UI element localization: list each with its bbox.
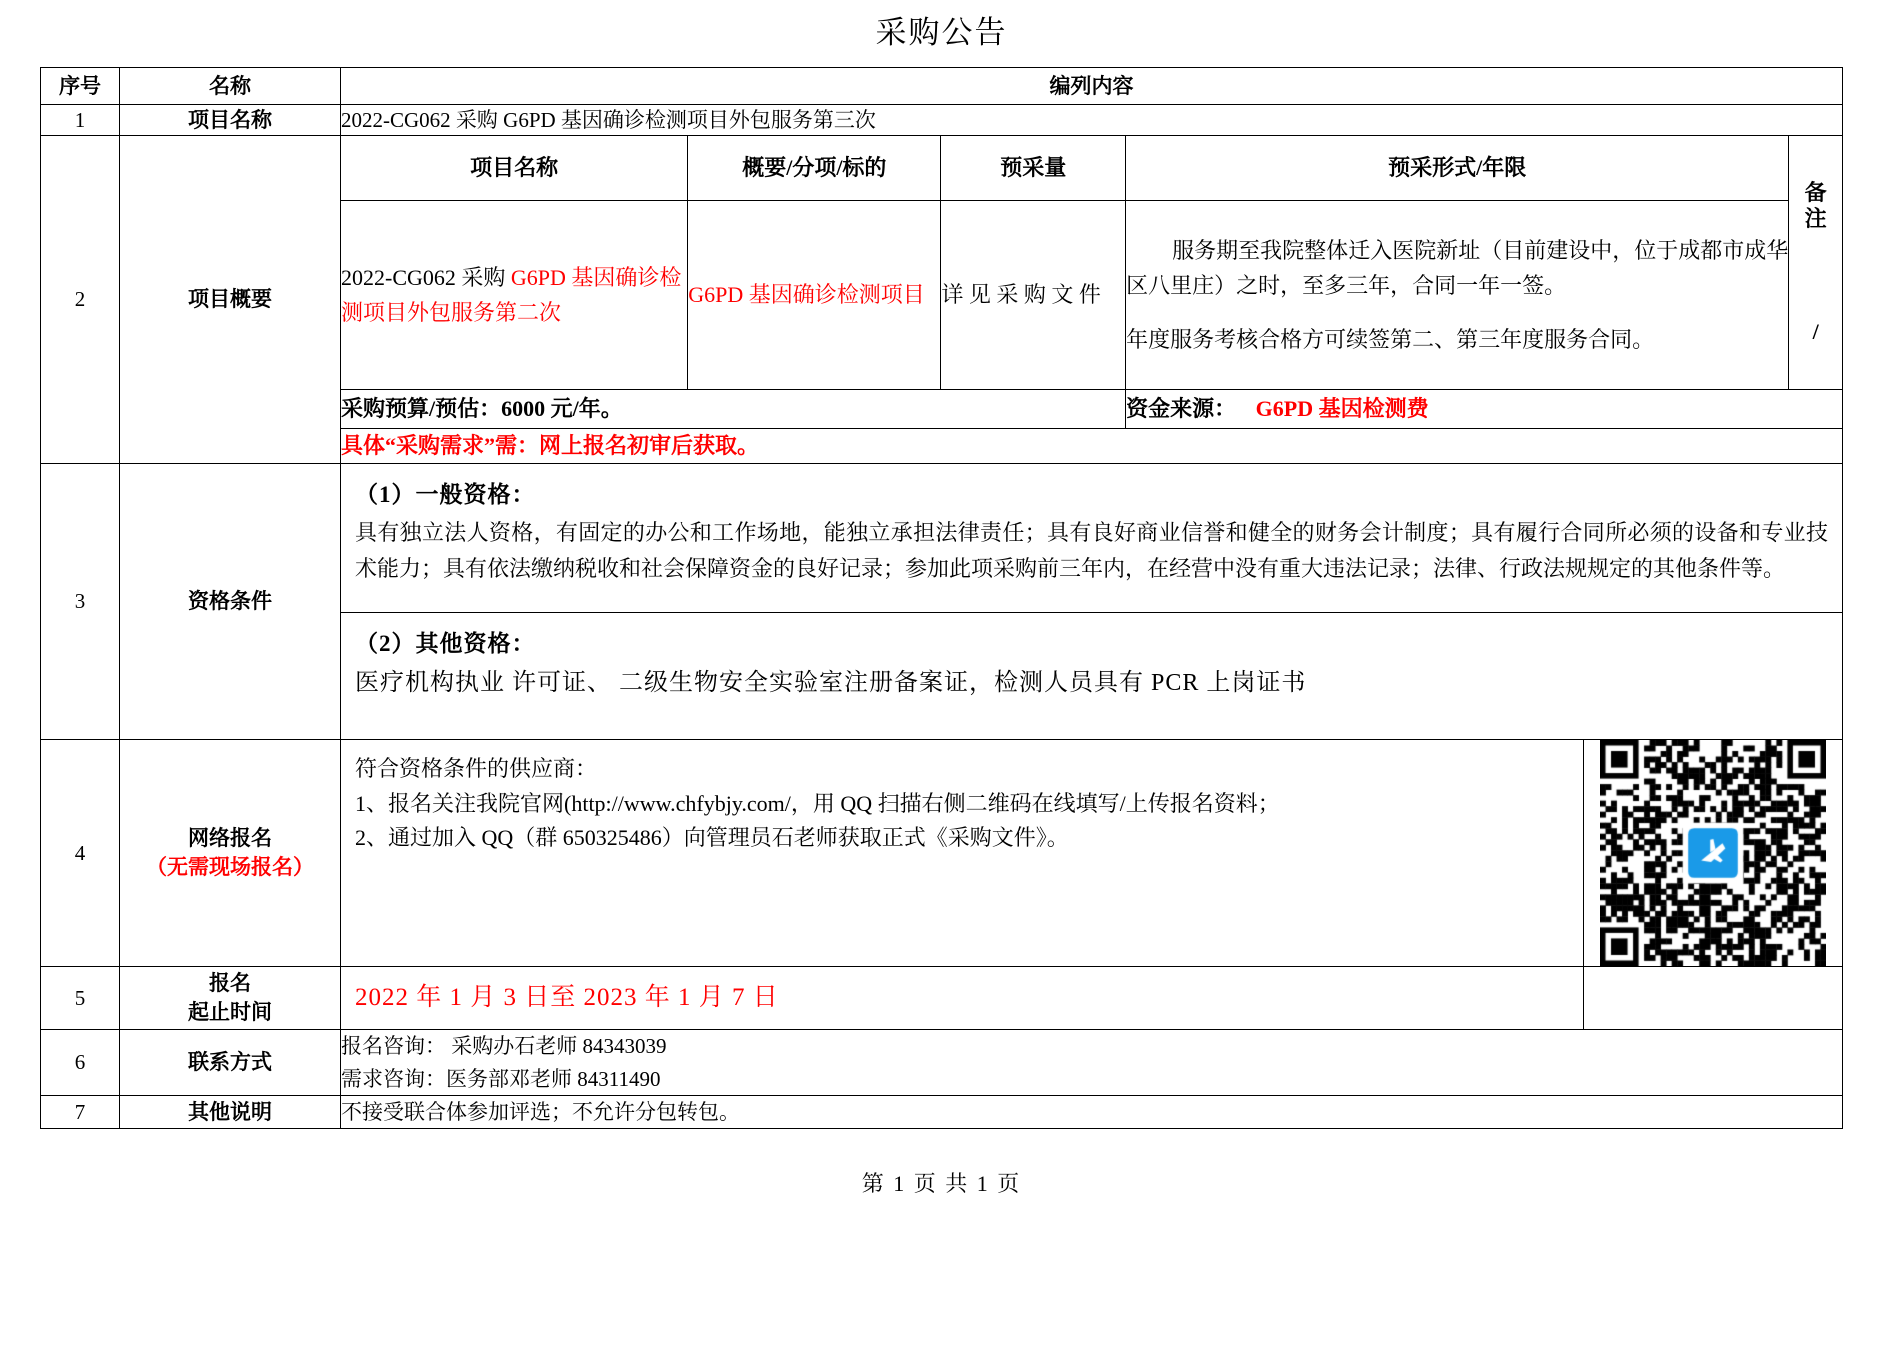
signup-item-2: 2、通过加入 QQ（群 650325486）向管理员石老师获取正式《采购文件》。 <box>355 824 1069 850</box>
summary-data-row <box>341 201 1842 390</box>
summary-form-term <box>1126 201 1789 390</box>
summary-subtable <box>341 136 1842 463</box>
column-header-name: 名称 <box>120 68 341 105</box>
summary-project-name-prefix: 2022-CG062 采购 <box>341 264 511 290</box>
contact-line-1: 报名咨询： 采购办石老师 84343039 <box>341 1034 667 1059</box>
page-footer: 第 1 页 共 1 页 <box>861 1171 1022 1197</box>
row-label-online-signup-line1: 网络报名 <box>188 826 272 851</box>
table-row <box>41 1096 1843 1129</box>
summary-form-term-p2: 年度服务考核合格方可续签第二、第三年度服务合同。 <box>1126 327 1655 352</box>
row-label-other-notes: 其他说明 <box>120 1096 341 1129</box>
row-label-contact: 联系方式 <box>120 1030 341 1096</box>
row-label-signup-dates <box>120 967 341 1030</box>
summary-quantity: 详 见 采 购 文 件 <box>941 201 1126 390</box>
signup-intro: 符合资格条件的供应商： <box>355 756 598 782</box>
summary-project-name-highlight: G6PD 基因确诊检测项目外包服务第二次 <box>341 264 682 326</box>
qualification-general-body: 具有独立法人资格，有固定的办公和工作场地，能独立承担法律责任；具有良好商业信誉和健全的财务会计制度；具有履行合同所必须的设备和专业技术能力；具有依法缴纳税收和社会保障资金的良好记录；参加此项采购前三年内，在经营中没有重大违法记录；法律、行政法规规定的其他条件等。 <box>355 520 1828 582</box>
row-label-qualification: 资格条件 <box>120 464 341 740</box>
purchase-need-note: 具体“采购需求”需：网上报名初审后获取。 <box>341 429 1842 464</box>
contact-cell <box>341 1030 1843 1096</box>
qualification-other-row <box>341 613 1842 740</box>
subheader-form-term: 预采形式/年限 <box>1126 136 1789 201</box>
summary-subheader-row <box>341 136 1842 201</box>
subheader-remark <box>1789 136 1842 390</box>
contact-line-2: 需求咨询：医务部邓老师 84311490 <box>341 1066 661 1091</box>
table-header-row <box>41 68 1843 105</box>
signup-dates-cell <box>341 967 1843 1030</box>
row-index-2: 2 <box>41 136 120 464</box>
qr-code-image <box>1600 740 1826 966</box>
signup-item-1: 1、报名关注我院官网(http://www.chfybjy.com/，用 QQ 扫描右侧二维码在线填写/上传报名资料； <box>355 790 1280 816</box>
row-label-project-name: 项目名称 <box>120 105 341 136</box>
dates-wrap <box>341 967 1842 1029</box>
signup-wrap <box>341 740 1842 966</box>
qualification-subtable <box>341 464 1842 739</box>
row-label-online-signup-line2: （无需现场报名） <box>146 855 314 880</box>
table-row <box>41 464 1843 740</box>
column-header-content: 编列内容 <box>341 68 1843 105</box>
signup-instructions <box>341 740 1583 966</box>
row-label-online-signup <box>120 740 341 967</box>
procurement-announcement-table <box>40 67 1843 1129</box>
remark-value: / <box>1812 318 1819 344</box>
row-index-7: 7 <box>41 1096 120 1129</box>
qualification-general-row <box>341 464 1842 613</box>
subheader-quantity: 预采量 <box>941 136 1126 201</box>
signup-date-range: 2022 年 1 月 3 日至 2023 年 1 月 7 日 <box>355 984 779 1012</box>
budget-value: 采购预算/预估：6000 元/年。 <box>341 390 1126 429</box>
qualification-general-title: （1）一般资格： <box>355 482 536 508</box>
row-index-4: 4 <box>41 740 120 967</box>
row-index-5: 5 <box>41 967 120 1030</box>
qualification-other <box>341 613 1842 740</box>
summary-scope: G6PD 基因确诊检测项目 <box>688 201 941 390</box>
subheader-remark-line2: 注 <box>1804 206 1827 232</box>
project-summary-cell <box>341 136 1843 464</box>
fund-source-value: G6PD 基因检测费 <box>1255 396 1429 422</box>
row-label-signup-dates-line1: 报名 <box>209 971 251 996</box>
qualification-cell <box>341 464 1843 740</box>
qr-code-cell <box>1583 740 1842 966</box>
row-index-3: 3 <box>41 464 120 740</box>
row-label-project-summary: 项目概要 <box>120 136 341 464</box>
qr-canvas <box>1600 740 1826 966</box>
other-notes-value: 不接受联合体参加评选；不允许分包转包。 <box>341 1096 1843 1129</box>
row-index-6: 6 <box>41 1030 120 1096</box>
page-title: 采购公告 <box>875 15 1008 50</box>
table-row <box>41 105 1843 136</box>
online-signup-cell <box>341 740 1843 967</box>
subheader-project-name: 项目名称 <box>341 136 688 201</box>
qr-spacer <box>1583 967 1842 1029</box>
qualification-other-title: （2）其他资格： <box>355 631 536 657</box>
subheader-scope: 概要/分项/标的 <box>688 136 941 201</box>
qualification-other-body: 医疗机构执业 许可证、 二级生物安全实验室注册备案证，检测人员具有 PCR 上岗证书 <box>355 670 1307 697</box>
row-label-signup-dates-line2: 起止时间 <box>188 1000 272 1025</box>
table-row <box>41 967 1843 1030</box>
row-index-1: 1 <box>41 105 120 136</box>
table-row <box>41 740 1843 967</box>
summary-project-name <box>341 201 688 390</box>
project-name-value: 2022-CG062 采购 G6PD 基因确诊检测项目外包服务第三次 <box>341 105 1843 136</box>
summary-budget-row <box>341 390 1842 429</box>
table-row <box>41 136 1843 464</box>
summary-form-term-p1: 服务期至我院整体迁入医院新址（目前建设中，位于成都市成华区八里庄）之时，至多三年，合同一年一签。 <box>1126 237 1789 299</box>
fund-source-label: 资金来源： <box>1126 396 1237 422</box>
qualification-general <box>341 464 1842 613</box>
table-row <box>41 1030 1843 1096</box>
subheader-remark-line1: 备 <box>1804 180 1827 206</box>
column-header-index: 序号 <box>41 68 120 105</box>
fund-source <box>1126 390 1842 429</box>
summary-need-row <box>341 429 1842 464</box>
